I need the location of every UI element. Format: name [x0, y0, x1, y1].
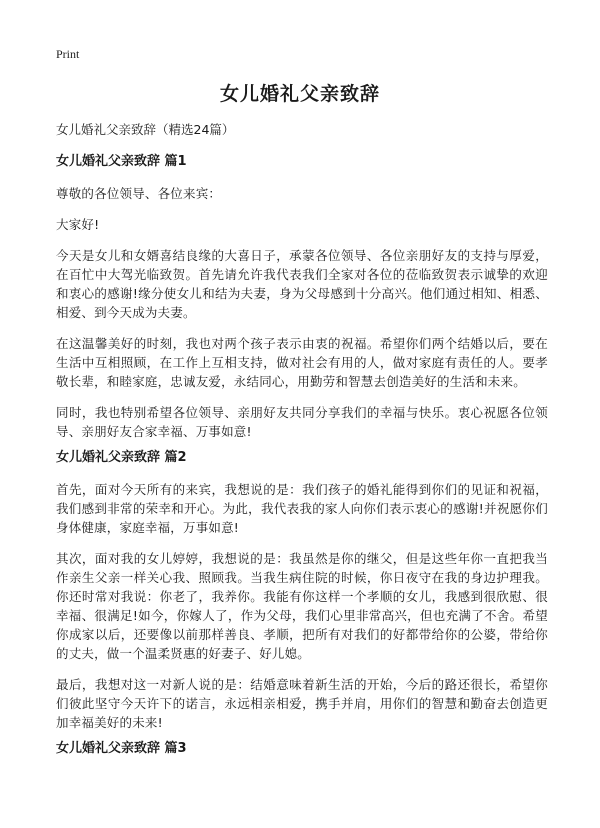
section-1-paragraph-1: 尊敬的各位领导、各位来宾：	[56, 186, 222, 201]
section-heading-3: 女儿婚礼父亲致辞 篇3	[56, 741, 187, 756]
section-1-paragraph-4: 在这温馨美好的时刻，我也对两个孩子表示由衷的祝福。希望你们两个结婚以后，要在生活中互相照顾，在工作上互相支持，做对社会有用的人，做对家庭有责任的人。要孝敬长辈，和睦家庭，忠诚友爱，永结同心，用勤劳和智慧去创造美好的生活和未来。	[56, 336, 548, 389]
document-subtitle: 女儿婚礼父亲致辞（精选24篇）	[56, 122, 235, 137]
print-label: Print	[56, 47, 80, 61]
section-2-paragraph-3: 最后，我想对这一对新人说的是：结婚意味着新生活的开始，今后的路还很长，希望你们彼此坚守今天许下的诺言，永远相亲相爱，携手并肩，用你们的智慧和勤奋去创造更加幸福美好的未来!	[56, 677, 548, 730]
page-title: 女儿婚礼父亲致辞	[219, 83, 380, 105]
section-heading-1: 女儿婚礼父亲致辞 篇1	[56, 154, 187, 169]
section-heading-2: 女儿婚礼父亲致辞 篇2	[56, 450, 187, 465]
section-2-paragraph-2: 其次，面对我的女儿婷婷，我想说的是：我虽然是你的继父，但是这些年你一直把我当作亲生父亲一样关心我、照顾我。当我生病住院的时候，你日夜守在我的身边护理我。你还时常对我说：你老了，我养你。我能有你这样一个孝顺的女儿，我感到很欣慰、很幸福、很满足!如今，你嫁人了，作为父母，我们心里非常高兴，但也充满了不舍。希望你成家以后，还要像以前那样善良、孝顺，把所有对我们的好都带给你的公婆，带给你的丈夫，做一个温柔贤惠的好妻子、好儿媳。	[56, 551, 548, 661]
section-1-paragraph-2: 大家好!	[56, 217, 100, 232]
document-body	[56, 122, 548, 771]
section-1-paragraph-3: 今天是女儿和女婿喜结良缘的大喜日子，承蒙各位领导、各位亲朋好友的支持与厚爱，在百忙中大驾光临致贺。首先请允许我代表我们全家对各位的莅临致贺表示诚挚的欢迎和衷心的感谢!缘分使女儿和结为夫妻，身为父母感到十分高兴。他们通过相知、相悉、相爱、到今天成为夫妻。	[56, 248, 548, 320]
section-2-paragraph-1: 首先，面对今天所有的来宾，我想说的是：我们孩子的婚礼能得到你们的见证和祝福，我们感到非常的荣幸和开心。为此，我代表我的家人向你们表示衷心的感谢!并祝愿你们身体健康，家庭幸福，万事如意!	[56, 482, 548, 535]
section-1-paragraph-5: 同时，我也特别希望各位领导、亲朋好友共同分享我们的幸福与快乐。衷心祝愿各位领导、亲朋好友合家幸福、万事如意!	[56, 405, 548, 439]
